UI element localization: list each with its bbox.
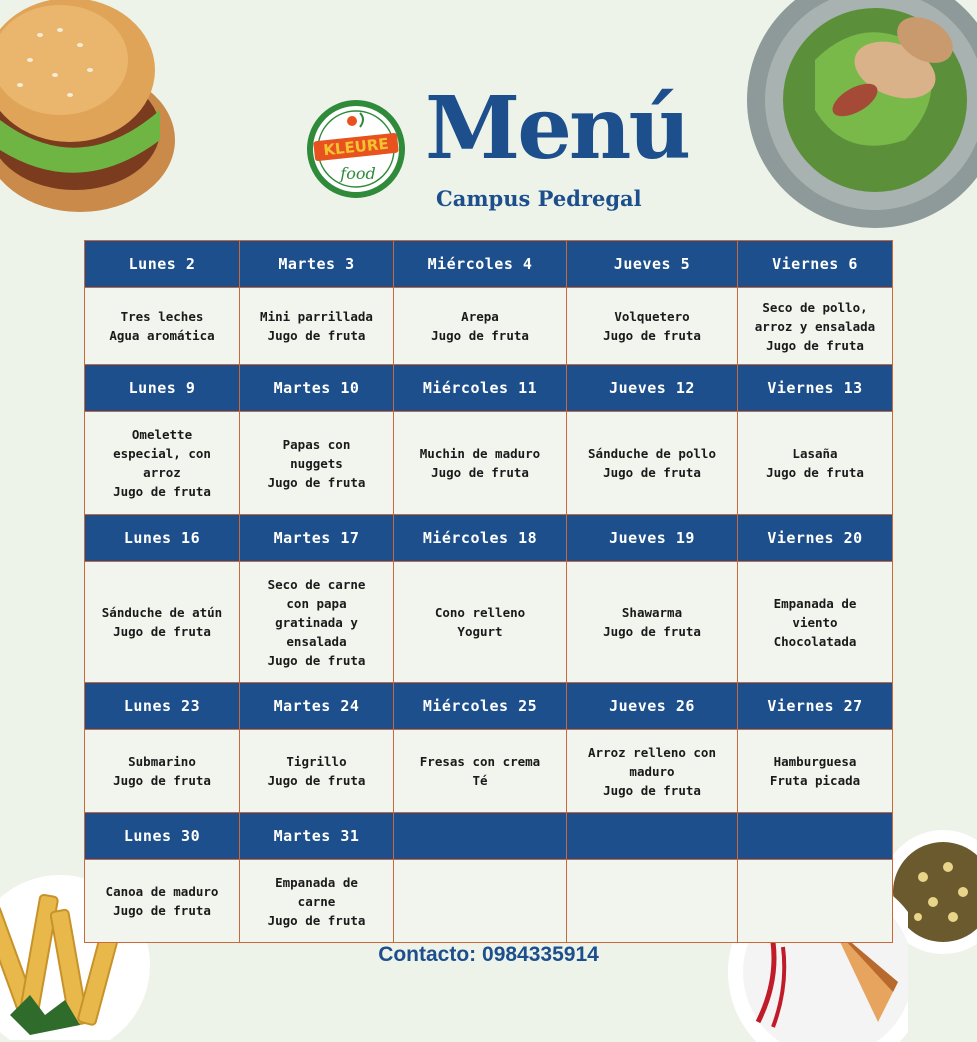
dish-line: Jugo de fruta — [113, 773, 211, 788]
day-header: Jueves 26 — [567, 683, 738, 730]
day-header: Martes 31 — [240, 813, 394, 860]
dish-cell — [567, 562, 738, 683]
dish-cell — [567, 730, 738, 813]
dish-row — [85, 860, 893, 943]
dish-line: maduro — [629, 763, 675, 779]
dish-line: Jugo de fruta — [603, 465, 701, 480]
dish-line: Chocolatada — [773, 633, 857, 649]
dish-cell — [85, 288, 240, 365]
day-header: Martes 3 — [240, 241, 394, 288]
dish-cell — [738, 288, 893, 365]
day-header: Miércoles 4 — [394, 241, 567, 288]
day-header: Miércoles 11 — [394, 365, 567, 412]
day-header: Miércoles 25 — [394, 683, 567, 730]
day-header: Martes 10 — [240, 365, 394, 412]
dish-line: Tigrillo — [286, 754, 347, 769]
dish-line: Jugo de fruta — [267, 652, 366, 668]
dish-cell — [738, 412, 893, 515]
page-title: Menú — [425, 78, 688, 179]
dish-line: Empanada de — [275, 874, 358, 890]
day-header: Viernes 6 — [738, 241, 893, 288]
dish-line: Arroz relleno con — [588, 744, 716, 760]
dish-line: con papa — [286, 595, 347, 611]
dish-cell — [85, 860, 240, 943]
day-header: Lunes 9 — [85, 365, 240, 412]
dish-cell — [394, 730, 567, 813]
dish-line: Empanada de — [773, 595, 857, 611]
day-header-row — [85, 683, 893, 730]
dish-line: Jugo de fruta — [603, 328, 701, 343]
dish-line: arroz y ensalada — [754, 318, 876, 334]
dish-line: Jugo de fruta — [267, 328, 366, 343]
dish-cell — [240, 288, 394, 365]
dish-line: Agua aromática — [109, 328, 215, 343]
dish-cell — [240, 562, 394, 683]
day-header-row — [85, 813, 893, 860]
day-header: Miércoles 18 — [394, 515, 567, 562]
contact-info: Contacto: 0984335914 — [378, 943, 599, 966]
dish-line: Jugo de fruta — [431, 465, 529, 480]
dish-line: Seco de pollo, — [762, 299, 868, 315]
dish-line: Jugo de fruta — [603, 624, 701, 639]
dish-line: Jugo de fruta — [603, 782, 701, 798]
dish-line: Fruta picada — [769, 773, 861, 788]
dish-line: Omelette — [131, 427, 193, 442]
logo-text-food: food — [340, 164, 376, 183]
dish-line: Jugo de fruta — [267, 474, 366, 490]
dish-line: arroz — [143, 465, 181, 480]
dish-line: Fresas con crema — [419, 754, 541, 769]
dish-line: Submarino — [128, 754, 196, 769]
day-header: Lunes 30 — [85, 813, 240, 860]
dish-line: Lasaña — [792, 446, 838, 461]
day-header-row — [85, 515, 893, 562]
dish-line: Sánduche de pollo — [588, 446, 716, 461]
day-header: Martes 24 — [240, 683, 394, 730]
dish-line: Hamburguesa — [773, 754, 857, 769]
day-header: Lunes 23 — [85, 683, 240, 730]
dish-line: ensalada — [286, 633, 347, 649]
day-header: Viernes 20 — [738, 515, 893, 562]
dish-line: Shawarma — [621, 605, 683, 620]
dish-cell — [394, 860, 567, 943]
dish-cell — [240, 730, 394, 813]
day-header — [738, 813, 893, 860]
dish-line: Jugo de fruta — [766, 337, 864, 353]
dish-line: carne — [297, 893, 336, 909]
burger-image — [0, 0, 195, 220]
dish-line: nuggets — [290, 455, 343, 471]
day-header: Jueves 5 — [567, 241, 738, 288]
dish-line: Yogurt — [457, 624, 503, 639]
dish-line: Jugo de fruta — [431, 328, 529, 343]
dish-cell — [85, 730, 240, 813]
dish-line: Jugo de fruta — [113, 624, 211, 639]
dish-line: especial, con — [113, 446, 211, 461]
dish-cell — [567, 288, 738, 365]
dish-row — [85, 562, 893, 683]
day-header: Lunes 16 — [85, 515, 240, 562]
dish-line: Jugo de fruta — [267, 912, 366, 928]
logo-image — [300, 97, 412, 201]
dish-line: Muchin de maduro — [419, 446, 541, 461]
dish-line: Mini parrillada — [260, 309, 373, 324]
day-header: Viernes 13 — [738, 365, 893, 412]
dish-line: Canoa de maduro — [105, 884, 219, 899]
page-subtitle: Campus Pedregal — [436, 186, 642, 211]
day-header-row — [85, 365, 893, 412]
dish-cell — [394, 288, 567, 365]
dish-cell — [85, 412, 240, 515]
dish-row — [85, 288, 893, 365]
dish-cell — [394, 412, 567, 515]
menu-table — [84, 240, 893, 943]
dish-cell — [567, 860, 738, 943]
dish-line: Jugo de fruta — [267, 773, 366, 788]
day-header-row — [85, 241, 893, 288]
dish-line: Jugo de fruta — [113, 484, 211, 499]
dish-line: Seco de carne — [267, 576, 366, 592]
dish-line: Té — [472, 773, 488, 788]
day-header: Viernes 27 — [738, 683, 893, 730]
day-header: Lunes 2 — [85, 241, 240, 288]
dish-line: gratinada y — [275, 614, 358, 630]
day-header: Martes 17 — [240, 515, 394, 562]
day-header — [567, 813, 738, 860]
dish-line: Arepa — [461, 309, 499, 324]
dish-row — [85, 412, 893, 515]
dish-line: viento — [792, 614, 838, 630]
dish-line: Jugo de fruta — [766, 465, 864, 480]
salad-image — [735, 0, 977, 250]
dish-line: Tres leches — [120, 309, 204, 324]
day-header: Jueves 12 — [567, 365, 738, 412]
dish-cell — [394, 562, 567, 683]
dish-line: Volquetero — [614, 309, 690, 324]
dish-line: Cono relleno — [434, 605, 526, 620]
dish-line: Jugo de fruta — [113, 903, 211, 918]
dish-line: Papas con — [282, 436, 351, 452]
dish-row — [85, 730, 893, 813]
day-header — [394, 813, 567, 860]
dish-line: Sánduche de atún — [101, 605, 223, 620]
dish-cell — [240, 860, 394, 943]
dish-cell — [738, 860, 893, 943]
dish-cell — [85, 562, 240, 683]
dish-cell — [567, 412, 738, 515]
dish-cell — [738, 562, 893, 683]
logo-text-kleure: KLEURE — [322, 134, 390, 160]
dish-cell — [738, 730, 893, 813]
day-header: Jueves 19 — [567, 515, 738, 562]
dish-cell — [240, 412, 394, 515]
